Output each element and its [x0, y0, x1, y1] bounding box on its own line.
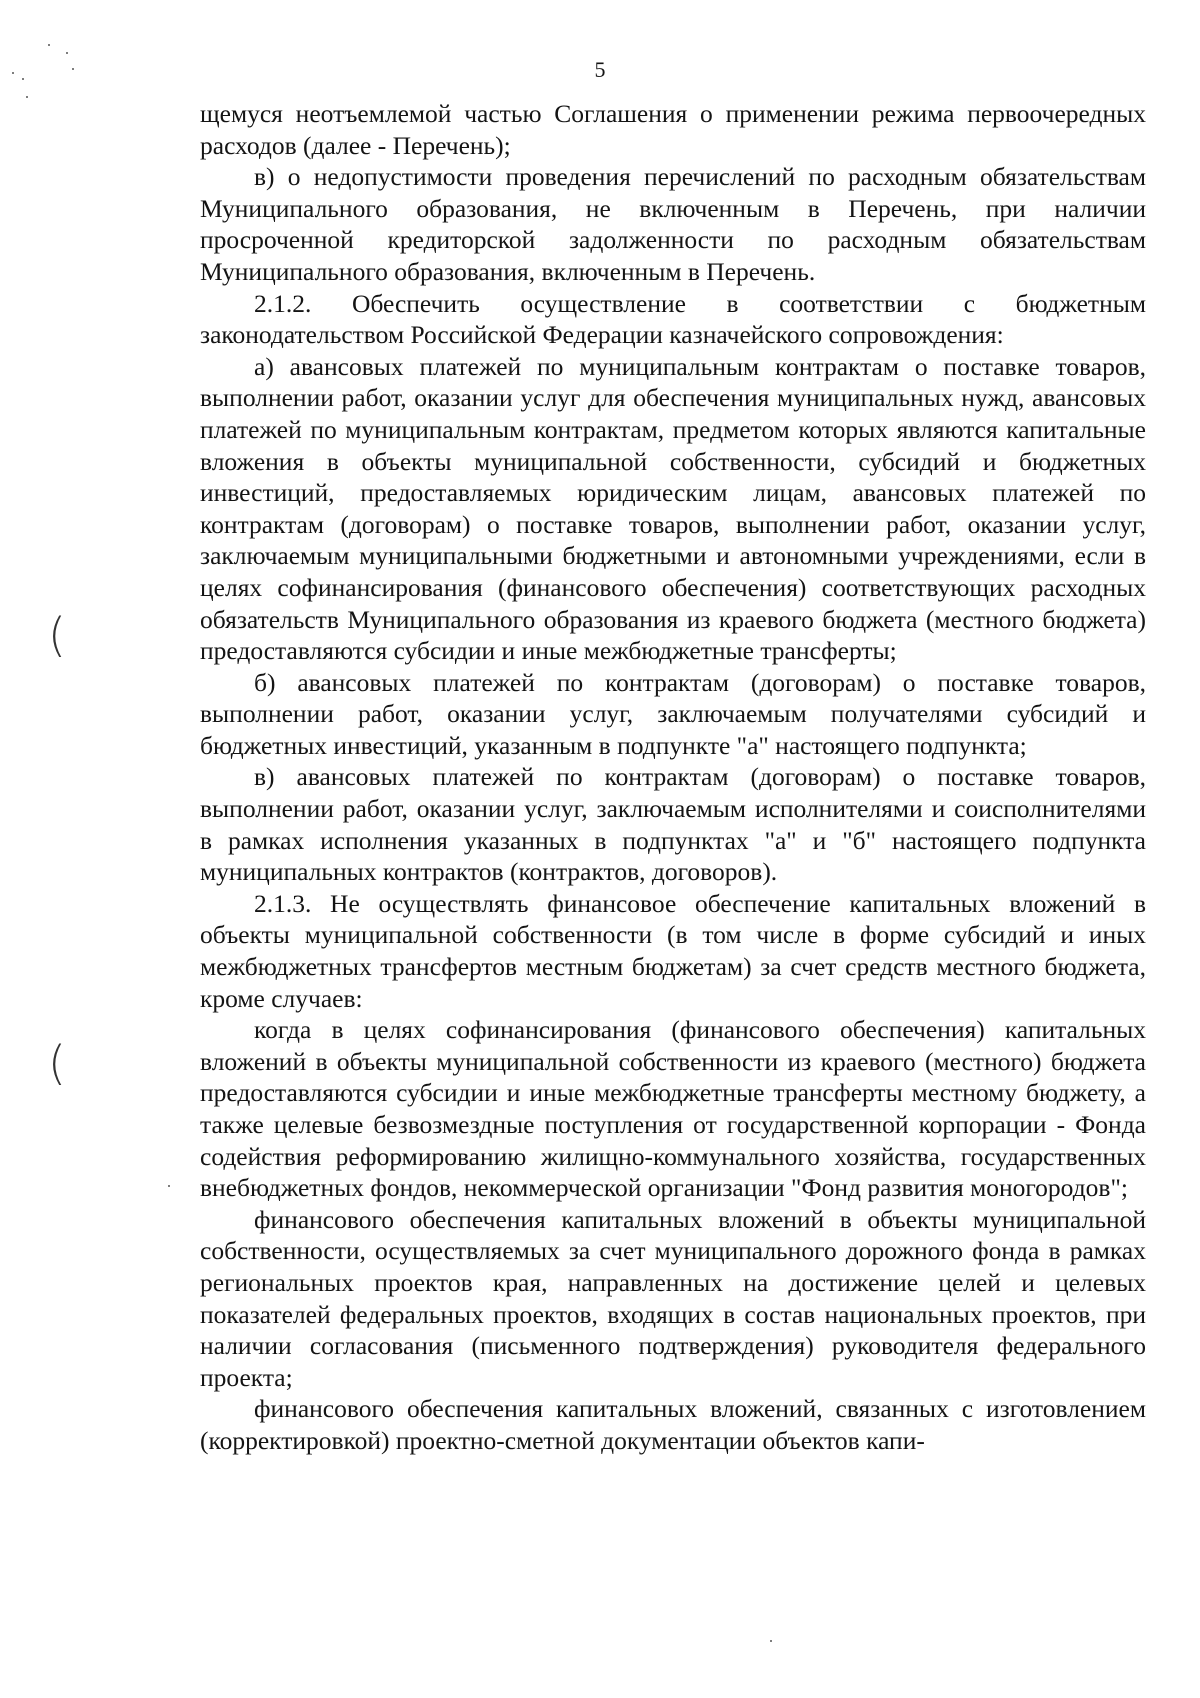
scan-speck	[48, 44, 50, 46]
paragraph: когда в целях софинансирования (финансового обеспечения) капитальных вложений в объекты муниципальной собственности из краевого (местного) бюджета предоставляются субсидии и иные межбюджетные трансферты местному бюджету, а также целевые безвозмездные поступления от государственной корпорации - Фонда содействия реформированию жилищно-коммунального хозяйства, государственных внебюджетных фондов, некоммерческой организации "Фонд развития моногородов";	[200, 1015, 1146, 1203]
hole-punch-mark: (	[48, 1036, 66, 1090]
paragraph: а) авансовых платежей по муниципальным контрактам о поставке товаров, выполнении работ, оказании услуг для обеспечения муниципальных нужд, авансовых платежей по муниципальным контрактам, предметом которых являются капитальные вложения в объекты муниципальной собственности, субсидий и бюджетных инвестиций, предоставляемых юридическим лицам, авансовых платежей по контрактам (договорам) о поставке товаров, выполнении работ, оказании услуг, заключаемым муниципальными бюджетными и автономными учреждениями, если в целях софинансирования (финансового обеспечения) соответствующих расходных обязательств Муниципального образования из краевого бюджета (местного бюджета) предоставляются субсидии и иные межбюджетные трансферты;	[200, 351, 1146, 666]
scan-speck	[26, 96, 28, 98]
scan-speck	[66, 52, 68, 54]
scan-speck	[72, 68, 74, 70]
scan-speck	[168, 1185, 170, 1187]
paragraph: щемуся неотъемлемой частью Соглашения о применении режима первоочередных расходов (далее - Перечень);	[200, 99, 1146, 160]
paragraph: в) о недопустимости проведения перечислений по расходным обязательствам Муниципального образования, не включенным в Перечень, при наличии просроченной кредиторской задолженности по расходным обязательствам Муниципального образования, включенным в Перечень.	[200, 162, 1146, 286]
scan-speck	[12, 72, 14, 74]
paragraph: б) авансовых платежей по контрактам (договорам) о поставке товаров, выполнении работ, оказании услуг, заключаемым получателями субсидий и бюджетных инвестиций, указанным в подпункте "а" настоящего подпункта;	[200, 667, 1146, 760]
scan-speck	[770, 1640, 772, 1642]
hole-punch-mark: (	[48, 608, 66, 662]
paragraph: 2.1.3. Не осуществлять финансовое обеспечение капитальных вложений в объекты муниципальной собственности (в том числе в форме субсидий и иных межбюджетных трансфертов местным бюджетам) за счет средств местного бюджета, кроме случаев:	[200, 888, 1146, 1013]
document-body	[200, 98, 1146, 1457]
page-number: 5	[594, 57, 606, 82]
paragraph: 2.1.2. Обеспечить осуществление в соответствии с бюджетным законодательством Российской Федерации казначейского сопровождения:	[200, 288, 1146, 350]
paragraph: в) авансовых платежей по контрактам (договорам) о поставке товаров, выполнении работ, оказании услуг, заключаемым исполнителями и соисполнителями в рамках исполнения указанных в подпунктах "а" и "б" настоящего подпункта муниципальных контрактов (контрактов, договоров).	[200, 762, 1146, 887]
paragraph: финансового обеспечения капитальных вложений, связанных с изготовлением (корректировкой) проектно-сметной документации объектов капи-	[200, 1394, 1146, 1455]
paragraph: финансового обеспечения капитальных вложений в объекты муниципальной собственности, осуществляемых за счет муниципального дорожного фонда в рамках региональных проектов края, направленных на достижение целей и целевых показателей федеральных проектов, входящих в состав национальных проектов, при наличии согласования (письменного подтверждения) руководителя федерального проекта;	[200, 1204, 1146, 1392]
scan-speck	[22, 78, 24, 80]
